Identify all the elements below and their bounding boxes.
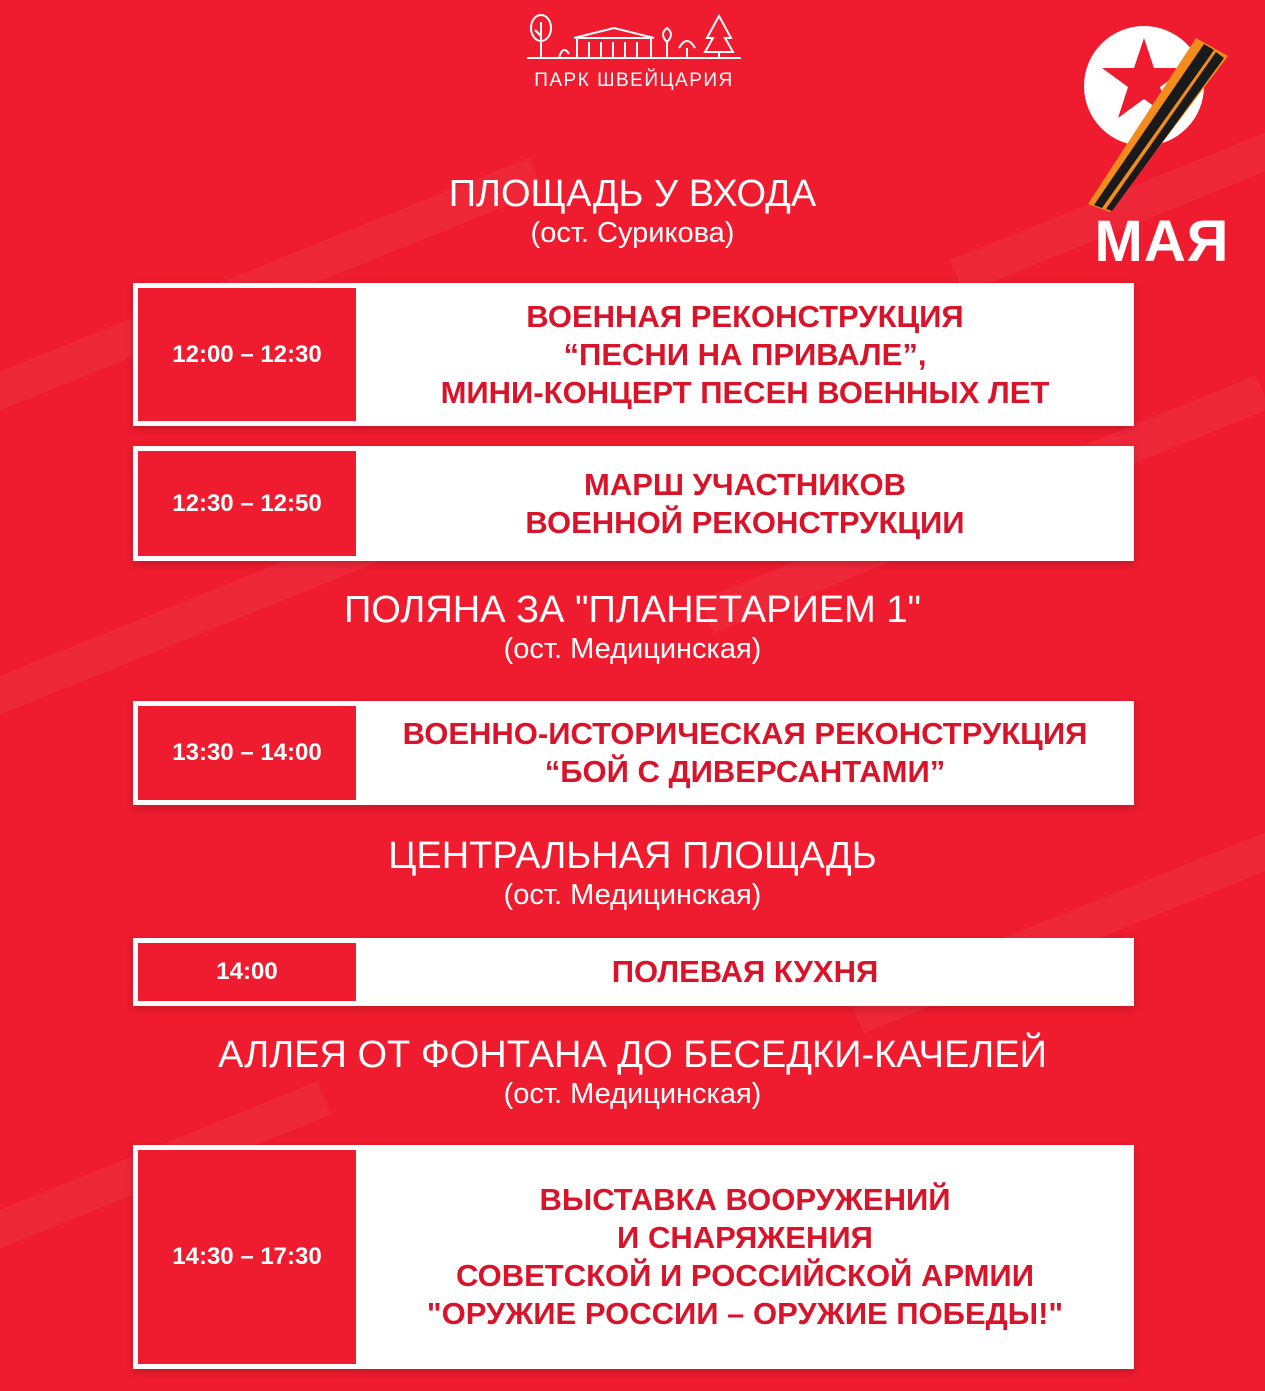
venue-planetarium-glade (0, 588, 1265, 666)
park-logo (514, 12, 754, 97)
venue-stop: (ост. Медицинская) (503, 633, 762, 665)
venue-stop: (ост. Медицинская) (503, 879, 762, 911)
event-title: МАРШ УЧАСТНИКОВ ВОЕННОЙ РЕКОНСТРУКЦИИ (525, 466, 965, 540)
event-title: ВОЕННО-ИСТОРИЧЕСКАЯ РЕКОНСТРУКЦИЯ “БОЙ С ДИВЕРСАНТАМИ” (402, 716, 1088, 789)
event-title: ПОЛЕВАЯ КУХНЯ (611, 954, 879, 989)
venue-name: ЦЕНТРАЛЬНАЯ ПЛОЩАДЬ (388, 835, 877, 877)
event-title: ВОЕННАЯ РЕКОНСТРУКЦИЯ “ПЕСНИ НА ПРИВАЛЕ”, МИНИ-КОНЦЕРТ ПЕСЕН ВОЕННЫХ ЛЕТ (440, 298, 1050, 410)
event-time: 14:00 (138, 943, 356, 1001)
event-row (133, 1145, 1134, 1369)
venue-stop: (ост. Сурикова) (530, 217, 735, 249)
venue-fountain-alley (0, 1033, 1265, 1111)
event-row (133, 283, 1134, 426)
venue-entrance-square (0, 172, 1265, 250)
event-row (133, 446, 1134, 561)
may-label: МАЯ (1094, 209, 1230, 274)
venue-stop: (ост. Медицинская) (503, 1078, 762, 1110)
event-time: 13:30 – 14:00 (138, 706, 356, 800)
event-time: 12:30 – 12:50 (138, 451, 356, 556)
venue-name: ПОЛЯНА ЗА "ПЛАНЕТАРИЕМ 1" (343, 589, 922, 631)
venue-central-square (0, 834, 1265, 912)
event-row (133, 701, 1134, 805)
event-time: 12:00 – 12:30 (138, 288, 356, 421)
park-name: ПАРК ШВЕЙЦАРИЯ (534, 70, 734, 91)
event-title: ВЫСТАВКА ВООРУЖЕНИЙ И СНАРЯЖЕНИЯ СОВЕТСКОЙ И РОССИЙСКОЙ АРМИИ "ОРУЖИЕ РОССИИ – ОРУЖИЕ ПОБЕДЫ!" (426, 1182, 1064, 1331)
venue-name: АЛЛЕЯ ОТ ФОНТАНА ДО БЕСЕДКИ-КАЧЕЛЕЙ (218, 1034, 1047, 1076)
venue-name: ПЛОЩАДЬ У ВХОДА (448, 173, 817, 215)
event-time: 14:30 – 17:30 (138, 1150, 356, 1364)
park-building-trees-icon (519, 12, 749, 64)
event-row (133, 938, 1134, 1006)
